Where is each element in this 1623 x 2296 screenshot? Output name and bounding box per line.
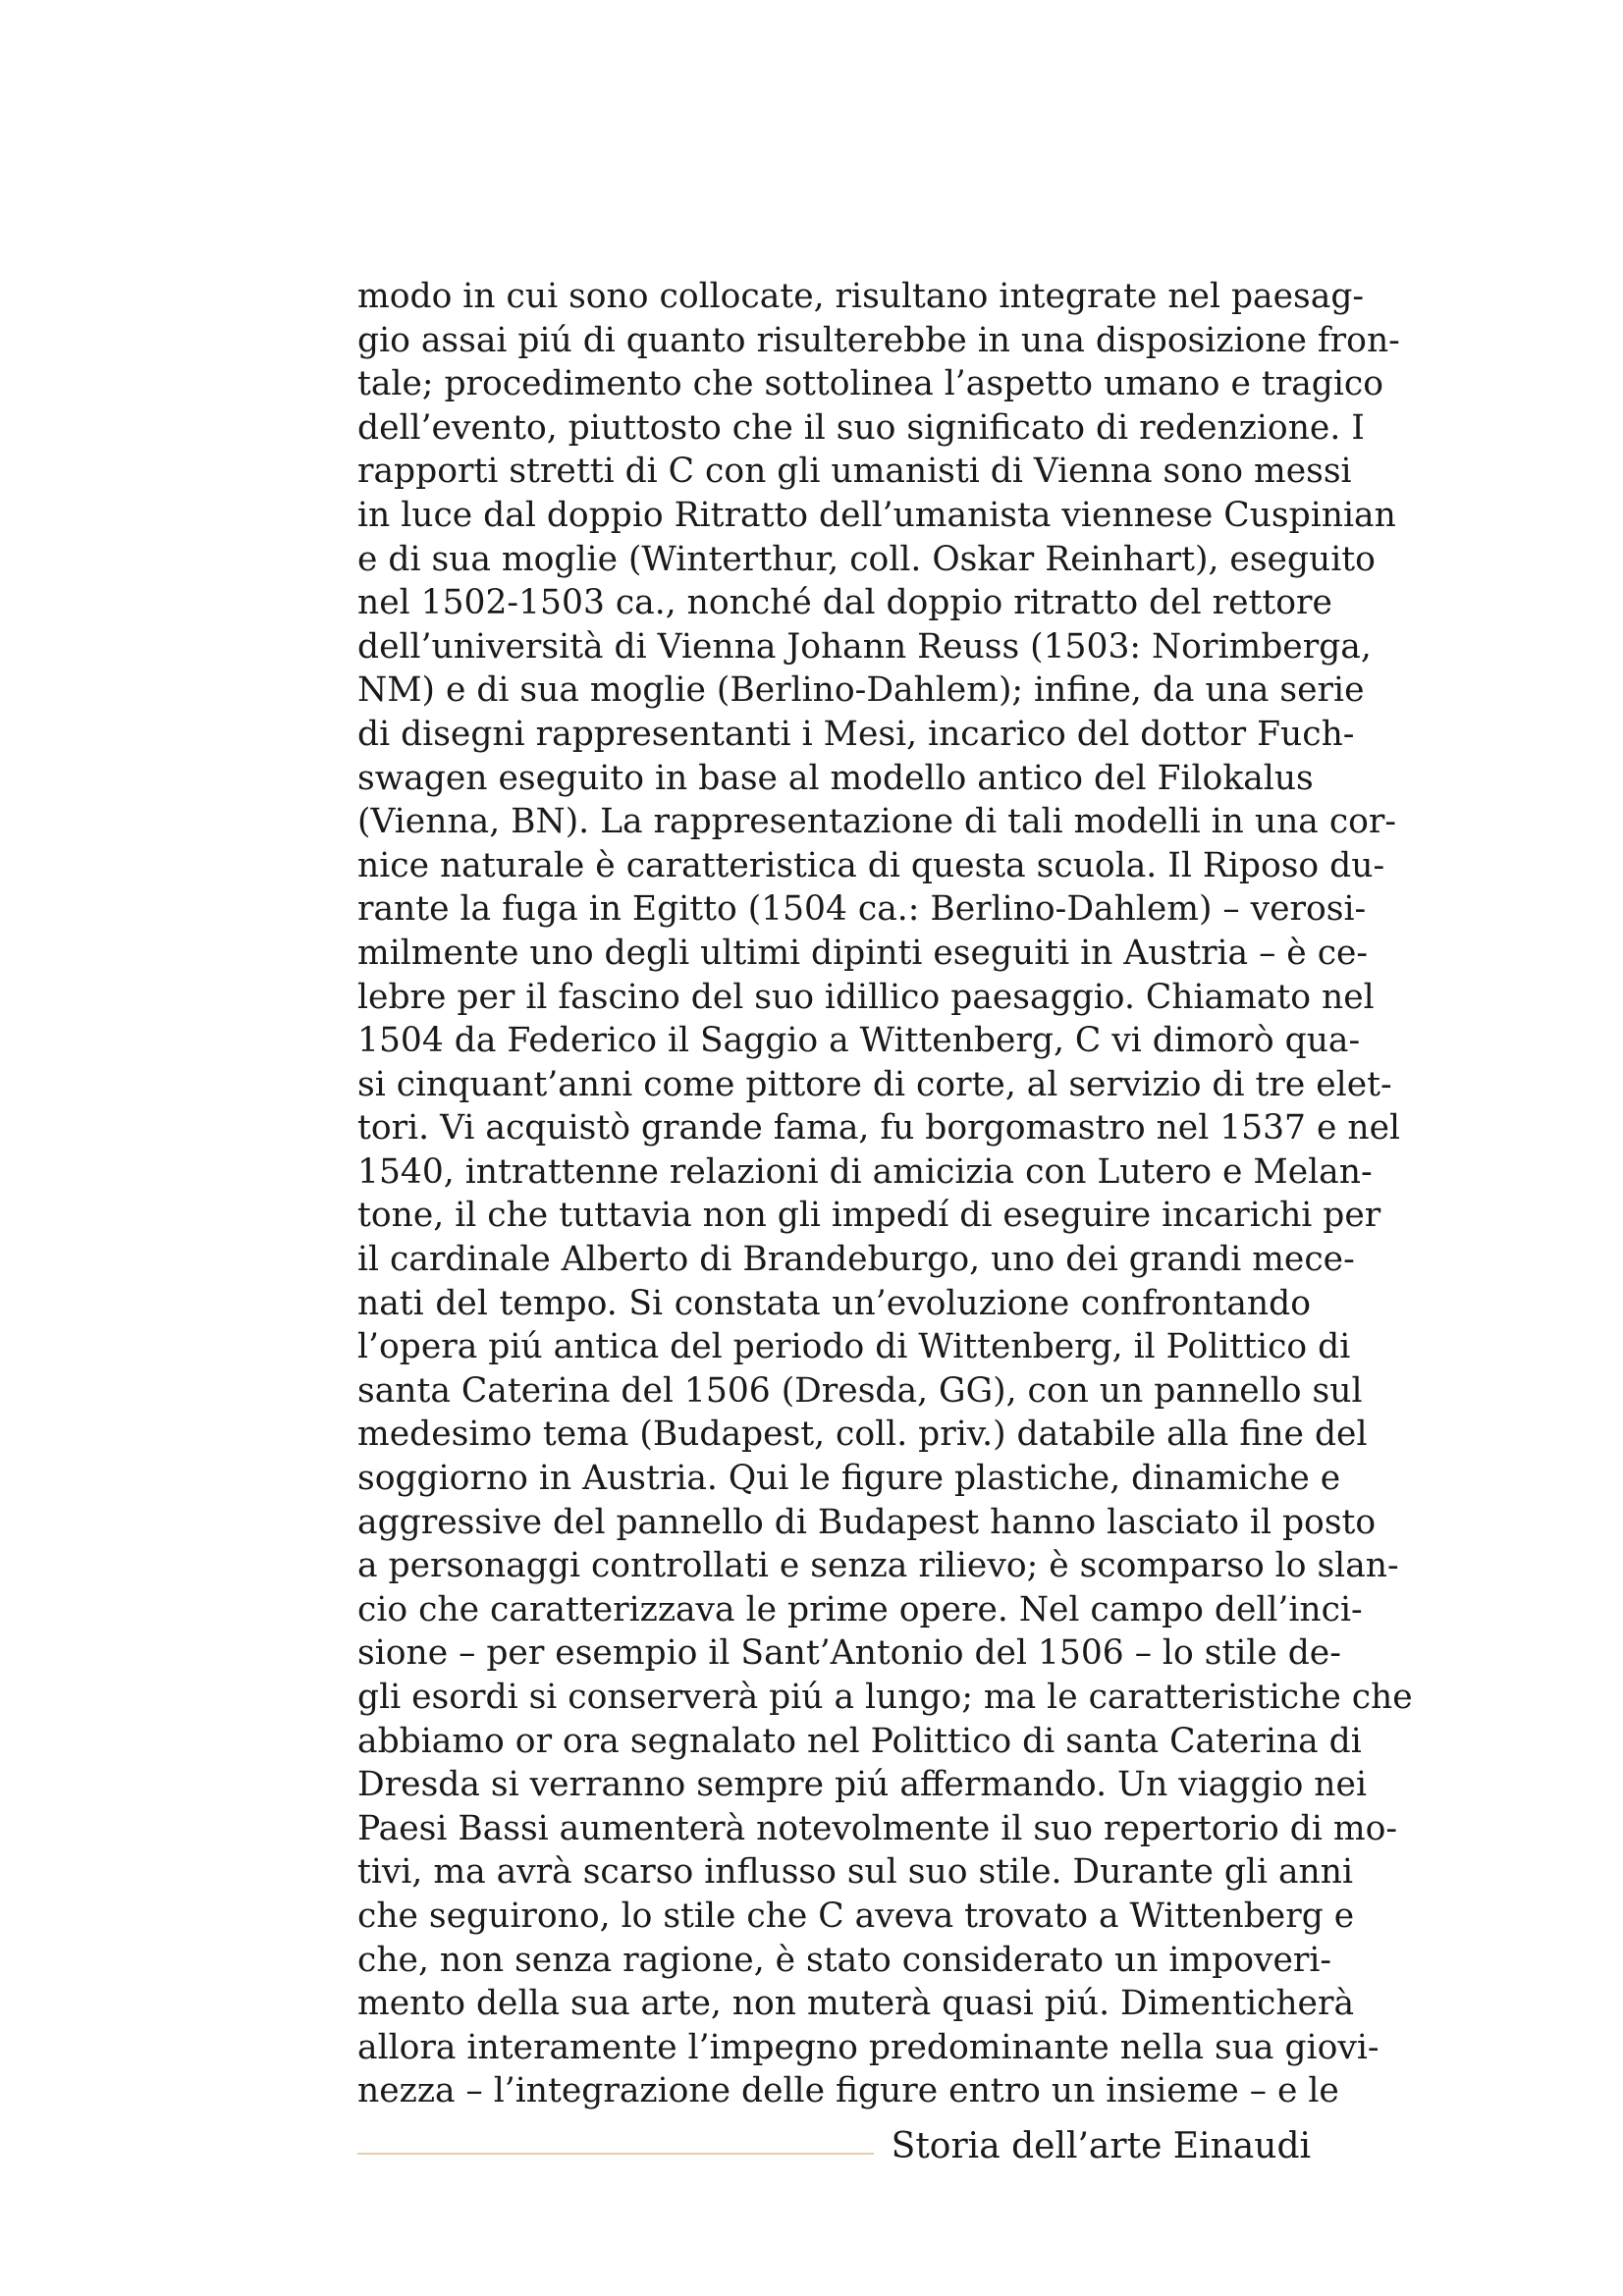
text-line: il cardinale Alberto di Brandeburgo, uno dei grandi mece- xyxy=(357,1240,1355,1280)
footer-divider xyxy=(357,2153,874,2155)
text-line: soggiorno in Austria. Qui le figure plastiche, dinamiche e xyxy=(357,1459,1341,1499)
text-line: modo in cui sono collocate, risultano integrate nel paesag- xyxy=(357,277,1365,316)
text-line: lebre per il fascino del suo idillico paesaggio. Chiamato nel xyxy=(357,977,1375,1017)
text-line: santa Caterina del 1506 (Dresda, GG), con un pannello sul xyxy=(357,1370,1363,1411)
text-line: sione – per esempio il Sant’Antonio del 1506 – lo stile de- xyxy=(357,1633,1341,1674)
body-text xyxy=(357,275,1413,2113)
text-line: si cinquant’anni come pittore di corte, al servizio di tre elet- xyxy=(357,1064,1392,1104)
text-line: nel 1502-1503 ca., nonché dal doppio ritratto del rettore xyxy=(357,583,1332,623)
text-line: che seguirono, lo stile che C aveva trovato a Wittenberg e xyxy=(357,1896,1355,1936)
text-line: rapporti stretti di C con gli umanisti di Vienna sono messi xyxy=(357,452,1352,492)
text-line: tale; procedimento che sottolinea l’aspetto umano e tragico xyxy=(357,364,1383,404)
text-line: medesimo tema (Budapest, coll. priv.) databile alla fine del xyxy=(357,1415,1368,1455)
text-line: l’opera piú antica del periodo di Wittenberg, il Polittico di xyxy=(357,1327,1351,1367)
text-line: che, non senza ragione, è stato considerato un impoveri- xyxy=(357,1940,1332,1980)
text-line: tivi, ma avrà scarso influsso sul suo stile. Durante gli anni xyxy=(357,1852,1353,1893)
text-line: allora interamente l’impegno predominante nella sua giovi- xyxy=(357,2027,1380,2067)
text-line: milmente uno degli ultimi dipinti eseguiti in Austria – è ce- xyxy=(357,933,1369,973)
text-line: e di sua moglie (Winterthur, coll. Oskar Reinhart), eseguito xyxy=(357,539,1376,579)
text-line: cio che caratterizzava le prime opere. Nel campo dell’inci- xyxy=(357,1589,1363,1629)
text-line: in luce dal doppio Ritratto dell’umanista viennese Cuspinian xyxy=(357,495,1396,535)
text-line: a personaggi controllati e senza rilievo; è scomparso lo slan- xyxy=(357,1546,1399,1586)
text-line: tori. Vi acquistò grande fama, fu borgomastro nel 1537 e nel xyxy=(357,1108,1401,1148)
text-line: Dresda si verranno sempre piú affermando. Un viaggio nei xyxy=(357,1765,1367,1805)
text-line: mento della sua arte, non muterà quasi piú. Dimenticherà xyxy=(357,1984,1355,2024)
text-line: nezza – l’integrazione delle figure entro un insieme – e le xyxy=(357,2071,1339,2111)
text-line: nati del tempo. Si constata un’evoluzione confrontando xyxy=(357,1283,1311,1323)
text-line: rante la fuga in Egitto (1504 ca.: Berlino-Dahlem) – verosi- xyxy=(357,889,1367,930)
text-line: 1504 da Federico il Saggio a Wittenberg, C vi dimorò qua- xyxy=(357,1021,1361,1061)
text-line: NM) e di sua moglie (Berlino-Dahlem); infine, da una serie xyxy=(357,670,1365,711)
text-line: di disegni rappresentanti i Mesi, incarico del dottor Fuch- xyxy=(357,714,1355,754)
text-line: 1540, intrattenne relazioni di amicizia con Lutero e Melan- xyxy=(357,1151,1373,1192)
text-line: aggressive del pannello di Budapest hanno lasciato il posto xyxy=(357,1502,1377,1542)
text-line: dell’evento, piuttosto che il suo significato di redenzione. I xyxy=(357,407,1365,448)
text-line: swagen eseguito in base al modello antico del Filokalus xyxy=(357,758,1314,798)
text-line: gli esordi si conserverà piú a lungo; ma le caratteristiche che xyxy=(357,1678,1413,1717)
text-line: gio assai piú di quanto risulterebbe in una disposizione fron- xyxy=(357,320,1400,360)
footer-publication-title: Storia dell’arte Einaudi xyxy=(891,2126,1311,2166)
text-line: dell’università di Vienna Johann Reuss (1503: Norimberga, xyxy=(357,626,1372,667)
text-line: tone, il che tuttavia non gli impedí di eseguire incarichi per xyxy=(357,1196,1381,1236)
text-line: nice naturale è caratteristica di questa scuola. Il Riposo du- xyxy=(357,845,1385,885)
text-line: Paesi Bassi aumenterà notevolmente il suo repertorio di mo- xyxy=(357,1808,1398,1848)
text-line: (Vienna, BN). La rappresentazione di tali modelli in una cor- xyxy=(357,802,1397,842)
text-line: abbiamo or ora segnalato nel Polittico di santa Caterina di xyxy=(357,1721,1362,1761)
